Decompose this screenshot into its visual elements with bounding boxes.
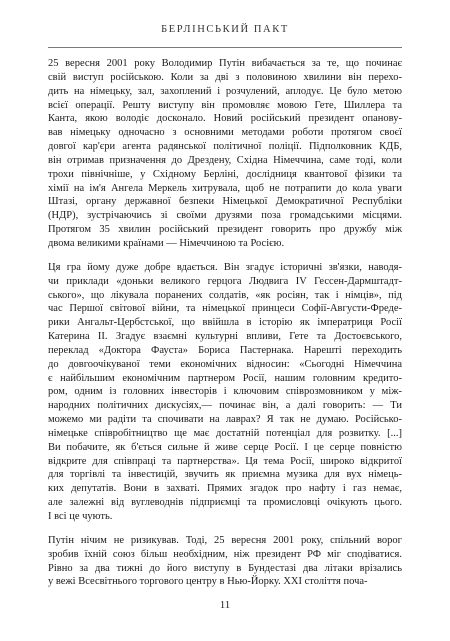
- text-line: для торгівлі та інвестицій, звучить як приємна музика для вух німець-: [48, 469, 402, 481]
- text-line: чи приклади «доньки великого герцога Людвига IV Гессен-Дармштадт-: [48, 275, 402, 287]
- text-line: зробив їхній союз більш необхідним, ніж президент РФ міг сподіватися.: [48, 548, 402, 560]
- text-line: двома великими країнами — Німеччиною та Росією.: [48, 237, 285, 249]
- text-line: переклад «Доктора Фауста» Бориса Пастернака. Нарешті переходить: [48, 344, 402, 356]
- text-line: свій виступ російською. Коли за дві з половиною хвилини він перехо-: [48, 71, 402, 83]
- text-line: хімії на ім'я Ангела Меркель хитрувала, щоб не потрапити до кола уваги: [48, 182, 402, 194]
- header-rule: [48, 47, 402, 48]
- text-line: довгої кар'єри агента радянської політичної поліції. Підполковник КДБ,: [48, 141, 402, 153]
- text-line: народних політичних дискусіях,— починає він, а далі говорить: — Ти: [48, 400, 402, 412]
- text-line: Катерина II. Згадує взаємні культурні впливи, Гете та Достоєвського,: [48, 331, 402, 343]
- text-line: до довгоочікуваної теми економічних відносин: «Сьогодні Німеччина: [48, 358, 402, 370]
- text-line: Рівно за два тижні до його виступу в Бундестазі два літаки врізались: [48, 562, 402, 574]
- text-line: трохи північніше, у Східному Берліні, дослідниця квантової фізики та: [48, 168, 402, 180]
- text-line: але залежні від вуглеводнів підприємці та промисловці очікують цього.: [48, 497, 402, 509]
- text-line: вав німецьку одночасно з основними методами роботи протягом своєї: [48, 127, 402, 139]
- text-line: німецьке співробітництво ще має достатній потенціал для розвитку. [...]: [48, 427, 402, 439]
- text-line: ського», що лікувала поранених солдатів, «як росіян, так і німців», під: [48, 289, 402, 301]
- text-line: 25 вересня 2001 року Володимир Путін вибачається за те, що починає: [48, 58, 402, 69]
- text-line: всієї операції. Решту виступу він промовляє мовою Гете, Шиллера та: [48, 99, 402, 111]
- paragraph: [48, 57, 402, 251]
- paragraph: [48, 261, 402, 524]
- text-line: рики Ангальт-Цербстської, що ввійшла в історію як імператриця Росії: [48, 317, 402, 329]
- running-title: БЕРЛІНСЬКИЙ ПАКТ: [161, 24, 289, 35]
- text-line: Ця гра йому дуже добре вдається. Він згадує історичні зв'язки, наводя-: [48, 261, 402, 273]
- text-line: можемо ми радіти та спочивати на лаврах? Я так не думаю. Російсько-: [48, 414, 402, 426]
- text-line: Штазі, органу державної безпеки Німецької Демократичної Республіки: [48, 196, 402, 208]
- text-line: час Першої світової війни, та німецької принцеси Софії-Августи-Фреде-: [48, 303, 402, 315]
- text-line: Ви побачите, як б'ється сильне й живе серце Росії. І це серце повністю: [48, 441, 402, 453]
- paragraph: [48, 534, 402, 589]
- text-line: Канта, якою володіє досконало. Новий російський президент опанову-: [48, 113, 402, 125]
- text-line: (НДР), зустрічаючись зі своїми друзями поза громадськими місцями.: [48, 210, 402, 222]
- text-line: Путін нічим не ризикував. Тоді, 25 вересня 2001 року, спільний ворог: [48, 534, 402, 546]
- text-line: відкрите для співпраці та партнерства». Ця тема Росії, широко відкритої: [48, 455, 402, 467]
- page-number: 11: [219, 599, 231, 611]
- text-line: ких депутатів. Вони в захваті. Прямих згадок про нафту і газ немає,: [48, 483, 402, 495]
- text-line: дить на німецьку, зал, захоплений і розчулений, аплодує. Це було метою: [48, 85, 402, 97]
- text-line: є найбільшим економічним партнером Росії, нашим головним кредито-: [48, 372, 402, 384]
- text-line: І всі це чують.: [48, 511, 113, 522]
- text-line: він отримав призначення до Дрездену, Східна Німеччина, саме тоді, коли: [48, 154, 402, 166]
- text-line: у вежі Всесвітнього торгового центру в Нью-Йорку. XXI століття поча-: [48, 576, 368, 588]
- text-line: ром, одним із головних інвесторів і ключовим співрозмовником у між-: [48, 386, 402, 398]
- page-body: [48, 57, 402, 599]
- text-line: Протягом 35 хвилин російський президент говорить про дружбу між: [48, 224, 402, 236]
